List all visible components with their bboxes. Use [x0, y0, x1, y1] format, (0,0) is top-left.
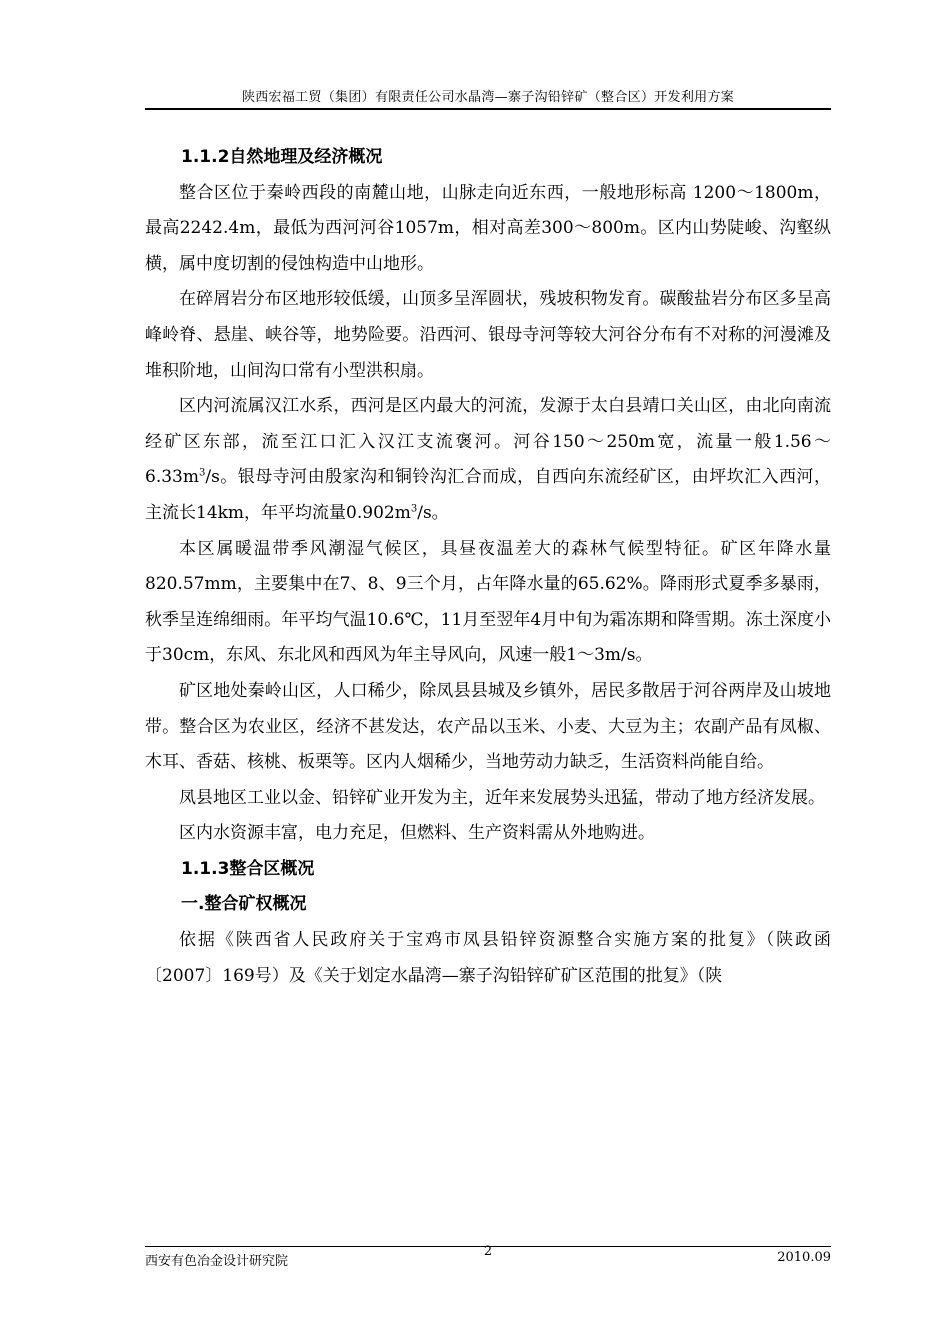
- paragraph-resources: 区内水资源丰富，电力充足，但燃料、生产资料需从外地购进。: [179, 823, 655, 844]
- header-divider: [145, 108, 831, 110]
- section-heading-1-1-3: 1.1.3整合区概况: [181, 858, 315, 879]
- paragraph-landforms: 在碎屑岩分布区地形较低缓，山顶多呈浑圆状，残坡积物发育。碳酸盐岩分布区多呈高峰岭脊、悬崖、峡谷等，地势险要。沿西河、银母寺河等较大河谷分布有不对称的河漫滩及堆积阶地，山间沟口常有小型洪积扇。: [145, 289, 831, 381]
- rivers-text-c: /s。: [417, 502, 449, 523]
- running-header: 陕西宏福工贸（集团）有限责任公司水晶湾—寨子沟铅锌矿（整合区）开发利用方案: [241, 90, 735, 105]
- subsection-heading-mining-rights: 一.整合矿权概况: [181, 894, 307, 915]
- paragraph-terrain: 整合区位于秦岭西段的南麓山地，山脉走向近东西，一般地形标高 1200～1800m，最高2242.4m，最低为西河河谷1057m，相对高差300～800m。区内山势陡峻、沟壑纵横，属中度切割的侵蚀构造中山地形。: [145, 182, 831, 274]
- footer-organization: 西安有色冶金设计研究院: [145, 1254, 289, 1269]
- paragraph-population: 矿区地处秦岭山区，人口稀少，除凤县县城及乡镇外，居民多散居于河谷两岸及山坡地带。整合区为农业区，经济不甚发达，农产品以玉米、小麦、大豆为主；农副产品有凤椒、木耳、香菇、核桃、板栗等。区内人烟稀少，当地劳动力缺乏，生活资料尚能自给。: [145, 680, 831, 773]
- page-footer: [145, 1244, 831, 1270]
- paragraph-industry: 凤县地区工业以金、铅锌矿业开发为主，近年来发展势头迅猛，带动了地方经济发展。: [179, 787, 825, 808]
- page-number: 2: [483, 1244, 493, 1259]
- section-heading-1-1-2: 1.1.2自然地理及经济概况: [181, 147, 383, 167]
- paragraph-approval-basis: 依据《陕西省人民政府关于宝鸡市凤县铅锌资源整合实施方案的批复》（陕政函〔2007〕169号）及《关于划定水晶湾—寨子沟铅锌矿矿区范围的批复》（陕: [145, 930, 831, 986]
- footer-date: 2010.09: [777, 1250, 831, 1265]
- paragraph-rivers: [145, 389, 831, 531]
- rivers-text-a: 区内河流属汉江水系，西河是区内最大的河流，发源于太白县靖口关山区，由北向南流经矿区东部，流至江口汇入汉江支流褒河。河谷150～250m宽，流量一般1.56～6.33m: [145, 396, 831, 488]
- cubic-superscript-2: 3: [410, 503, 418, 515]
- rivers-text-b: /s。银母寺河由殷家沟和铜铃沟汇合而成，自西向东流经矿区，由坪坎汇入西河，主流长14km，年平均流量0.902m: [145, 467, 831, 523]
- paragraph-climate: 本区属暖温带季风潮湿气候区，具昼夜温差大的森林气候型特征。矿区年降水量820.57mm，主要集中在7、8、9三个月，占年降水量的65.62%。降雨形式夏季多暴雨，秋季呈连绵细雨。年平均气温10.6℃，11月至翌年4月中旬为霜冻期和降雪期。冻土深度小于30cm，东风、东北风和西风为年主导风向，风速一般1～3m/s。: [145, 538, 831, 666]
- cubic-superscript-1: 3: [198, 467, 206, 479]
- document-body: [145, 140, 831, 994]
